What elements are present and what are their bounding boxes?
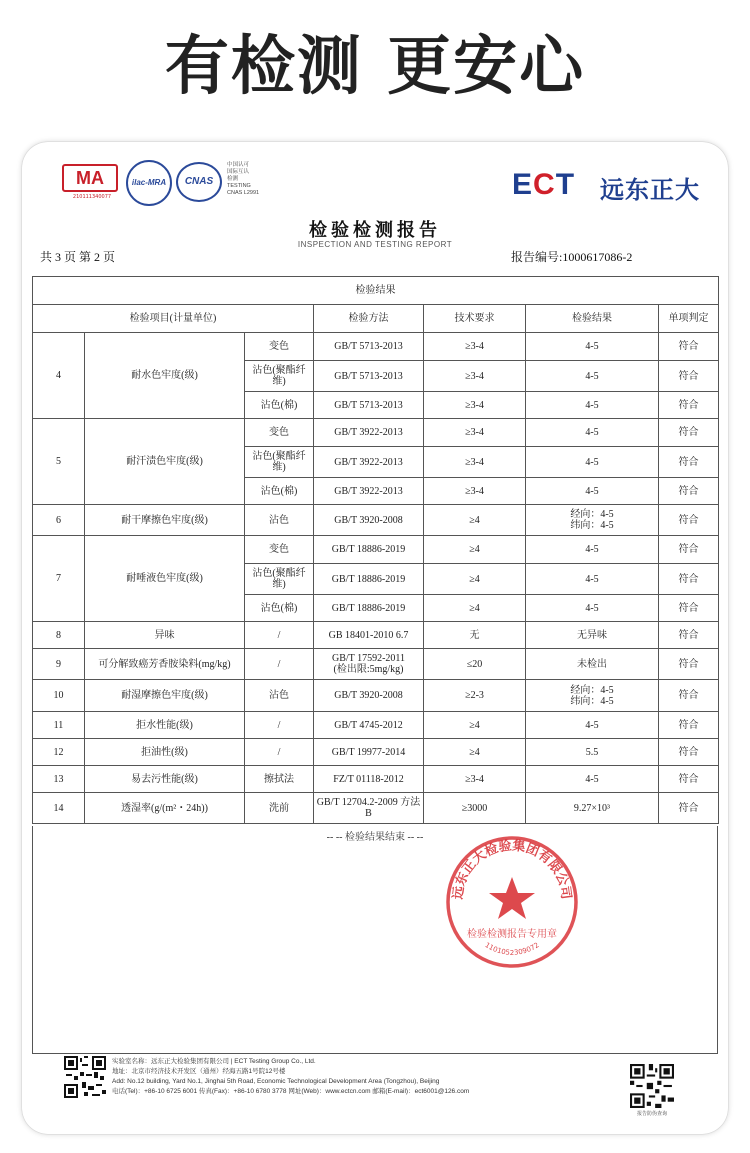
header-method: 检验方法: [314, 305, 424, 333]
seal-number: 1101052309072: [483, 941, 541, 957]
row-method: GB/T 3922-2013: [314, 478, 424, 505]
row-result: 4-5: [526, 333, 659, 361]
row-sub: 沾色(聚酯纤维): [245, 564, 314, 595]
row-no: 11: [33, 712, 85, 739]
header-item: 检验项目(计量单位): [33, 305, 314, 333]
row-req: ≥3-4: [424, 478, 526, 505]
row-judge: 符合: [659, 793, 719, 824]
row-result: 4-5: [526, 712, 659, 739]
table-row: [33, 333, 719, 361]
ect-company-name: 远东正大: [600, 176, 700, 204]
footer-line-address-en: Add: No.12 building, Yard No.1, Jinghai 5th Road, Economic Technological Development Area (Tongzhou), Beijing: [112, 1078, 440, 1085]
row-sub: 沾色(棉): [245, 392, 314, 419]
ect-mark: ECT: [512, 168, 576, 201]
table-row: [33, 419, 719, 447]
row-result: 4-5: [526, 478, 659, 505]
logo-row: [40, 160, 720, 210]
results-table: [32, 276, 719, 824]
qr-code-icon: [64, 1056, 106, 1098]
row-sub: 变色: [245, 419, 314, 447]
row-item: 耐汗渍色牢度(级): [85, 419, 245, 505]
row-sub: 沾色(棉): [245, 595, 314, 622]
row-sub: 沾色(聚酯纤维): [245, 447, 314, 478]
row-no: 8: [33, 622, 85, 649]
table-row: [33, 739, 719, 766]
row-judge: 符合: [659, 739, 719, 766]
row-method: FZ/T 01118-2012: [314, 766, 424, 793]
row-sub: 沾色(聚酯纤维): [245, 361, 314, 392]
row-no: 13: [33, 766, 85, 793]
row-judge: 符合: [659, 680, 719, 712]
cma-mark: MA: [62, 164, 118, 192]
footer-contact: [112, 1057, 612, 1097]
row-req: ≥3-4: [424, 361, 526, 392]
row-req: ≥4: [424, 712, 526, 739]
row-method: GB/T 3922-2013: [314, 419, 424, 447]
footer-line-lab: 实验室名称：远东正大检验集团有限公司 | ECT Testing Group Co., Ltd.: [112, 1058, 316, 1065]
row-no: 12: [33, 739, 85, 766]
row-judge: 符合: [659, 712, 719, 739]
row-no: 6: [33, 505, 85, 536]
official-seal: [443, 833, 581, 971]
row-method: GB/T 18886-2019: [314, 595, 424, 622]
row-method: GB/T 3920-2008: [314, 680, 424, 712]
table-row: [33, 766, 719, 793]
page-headline: 有检测 更安心: [164, 30, 586, 104]
row-method: GB/T 17592-2011 (检出限:5mg/kg): [314, 649, 424, 680]
report-subtitle: INSPECTION AND TESTING REPORT: [297, 240, 453, 249]
row-req: ≥3000: [424, 793, 526, 824]
row-method: GB/T 12704.2-2009 方法B: [314, 793, 424, 824]
row-req: 无: [424, 622, 526, 649]
row-method: GB/T 18886-2019: [314, 564, 424, 595]
row-item: 耐干摩擦色牢度(级): [85, 505, 245, 536]
row-req: ≥4: [424, 536, 526, 564]
seal-text: 远东正大检验集团有限公司: [450, 838, 574, 901]
row-item: 异味: [85, 622, 245, 649]
row-result: 4-5: [526, 595, 659, 622]
row-judge: 符合: [659, 595, 719, 622]
ect-logo: [512, 162, 712, 206]
row-judge: 符合: [659, 447, 719, 478]
row-sub: 洗前: [245, 793, 314, 824]
row-judge: 符合: [659, 622, 719, 649]
header-result: 检验结果: [526, 305, 659, 333]
row-item: 耐唾液色牢度(级): [85, 536, 245, 622]
row-result: 4-5: [526, 536, 659, 564]
ilac-mra-logo: ilac-MRA: [126, 160, 172, 206]
row-result: 4-5: [526, 361, 659, 392]
table-row: [33, 793, 719, 824]
row-req: ≤20: [424, 649, 526, 680]
row-judge: 符合: [659, 649, 719, 680]
table-frame-bottom: [32, 826, 718, 1054]
results-end-marker: -- -- 检验结果结束 -- --: [326, 832, 424, 843]
footer-line-address: 地址：北京市经济技术开发区（通州）经海五路1号院12号楼: [112, 1068, 286, 1075]
row-judge: 符合: [659, 564, 719, 595]
row-req: ≥4: [424, 595, 526, 622]
row-judge: 符合: [659, 505, 719, 536]
row-sub: /: [245, 712, 314, 739]
row-req: ≥4: [424, 505, 526, 536]
row-no: 10: [33, 680, 85, 712]
row-no: 5: [33, 419, 85, 505]
report-number: 报告编号:1000617086-2: [511, 250, 633, 264]
row-method: GB/T 5713-2013: [314, 392, 424, 419]
row-sub: 擦拭法: [245, 766, 314, 793]
row-req: ≥4: [424, 739, 526, 766]
table-row: [33, 622, 719, 649]
row-method: GB/T 5713-2013: [314, 361, 424, 392]
row-judge: 符合: [659, 766, 719, 793]
row-method: GB/T 3920-2008: [314, 505, 424, 536]
row-method: GB/T 18886-2019: [314, 536, 424, 564]
header-requirement: 技术要求: [424, 305, 526, 333]
row-method: GB 18401-2010 6.7: [314, 622, 424, 649]
row-no: 4: [33, 333, 85, 419]
row-req: ≥2-3: [424, 680, 526, 712]
row-result: 经向：4-5 纬向：4-5: [526, 680, 659, 712]
row-result: 未检出: [526, 649, 659, 680]
footer-line-contact: 电话(Tel)：+86-10 6725 6001 传真(Fax)：+86-10 6780 3778 网址(Web)：www.ectcn.com 邮箱(E-mail)：ect6001@126.com: [112, 1088, 470, 1095]
row-result: 4-5: [526, 564, 659, 595]
row-item: 透湿率(g/(m²・24h)): [85, 793, 245, 824]
row-result: 4-5: [526, 419, 659, 447]
cnas-caption: 中国认可 国际互认 检测 TESTING CNAS L2991: [227, 162, 260, 196]
qr-caption: 报告防伪查询: [636, 1111, 667, 1117]
row-no: 14: [33, 793, 85, 824]
row-sub: /: [245, 649, 314, 680]
row-sub: 沾色: [245, 505, 314, 536]
row-method: GB/T 5713-2013: [314, 333, 424, 361]
row-sub: /: [245, 622, 314, 649]
row-item: 耐水色牢度(级): [85, 333, 245, 419]
row-judge: 符合: [659, 478, 719, 505]
table-row: [33, 505, 719, 536]
row-req: ≥3-4: [424, 766, 526, 793]
row-result: 无异味: [526, 622, 659, 649]
row-sub: 沾色: [245, 680, 314, 712]
row-item: 易去污性能(级): [85, 766, 245, 793]
row-no: 7: [33, 536, 85, 622]
table-row: [33, 712, 719, 739]
seal-star-icon: [489, 877, 535, 919]
row-result: 9.27×10³: [526, 793, 659, 824]
row-req: ≥3-4: [424, 447, 526, 478]
page-info: 共 3 页 第 2 页: [40, 250, 116, 264]
verification-qr-icon: [630, 1064, 674, 1108]
row-judge: 符合: [659, 536, 719, 564]
row-judge: 符合: [659, 419, 719, 447]
row-item: 耐湿摩擦色牢度(级): [85, 680, 245, 712]
row-sub: /: [245, 739, 314, 766]
table-row: [33, 649, 719, 680]
row-result: 5.5: [526, 739, 659, 766]
table-row: [33, 680, 719, 712]
report-title: 检验检测报告: [309, 220, 441, 241]
row-judge: 符合: [659, 333, 719, 361]
row-judge: 符合: [659, 392, 719, 419]
seal-subtext: 检验检测报告专用章: [467, 929, 557, 940]
row-no: 9: [33, 649, 85, 680]
cma-number: 210111340077: [72, 194, 112, 200]
cma-logo: [62, 164, 118, 206]
table-section-title: 检验结果: [33, 277, 719, 305]
row-req: ≥4: [424, 564, 526, 595]
row-method: GB/T 19977-2014: [314, 739, 424, 766]
header-judgement: 单项判定: [659, 305, 719, 333]
row-result: 经向：4-5 纬向：4-5: [526, 505, 659, 536]
row-method: GB/T 3922-2013: [314, 447, 424, 478]
row-judge: 符合: [659, 361, 719, 392]
row-req: ≥3-4: [424, 392, 526, 419]
row-sub: 变色: [245, 536, 314, 564]
row-req: ≥3-4: [424, 419, 526, 447]
row-item: 拒水性能(级): [85, 712, 245, 739]
row-result: 4-5: [526, 766, 659, 793]
row-sub: 变色: [245, 333, 314, 361]
row-item: 拒油性(级): [85, 739, 245, 766]
row-sub: 沾色(棉): [245, 478, 314, 505]
table-row: [33, 536, 719, 564]
row-result: 4-5: [526, 447, 659, 478]
row-result: 4-5: [526, 392, 659, 419]
cnas-logo: CNAS: [176, 162, 222, 202]
row-method: GB/T 4745-2012: [314, 712, 424, 739]
row-req: ≥3-4: [424, 333, 526, 361]
row-item: 可分解致癌芳香胺染料(mg/kg): [85, 649, 245, 680]
